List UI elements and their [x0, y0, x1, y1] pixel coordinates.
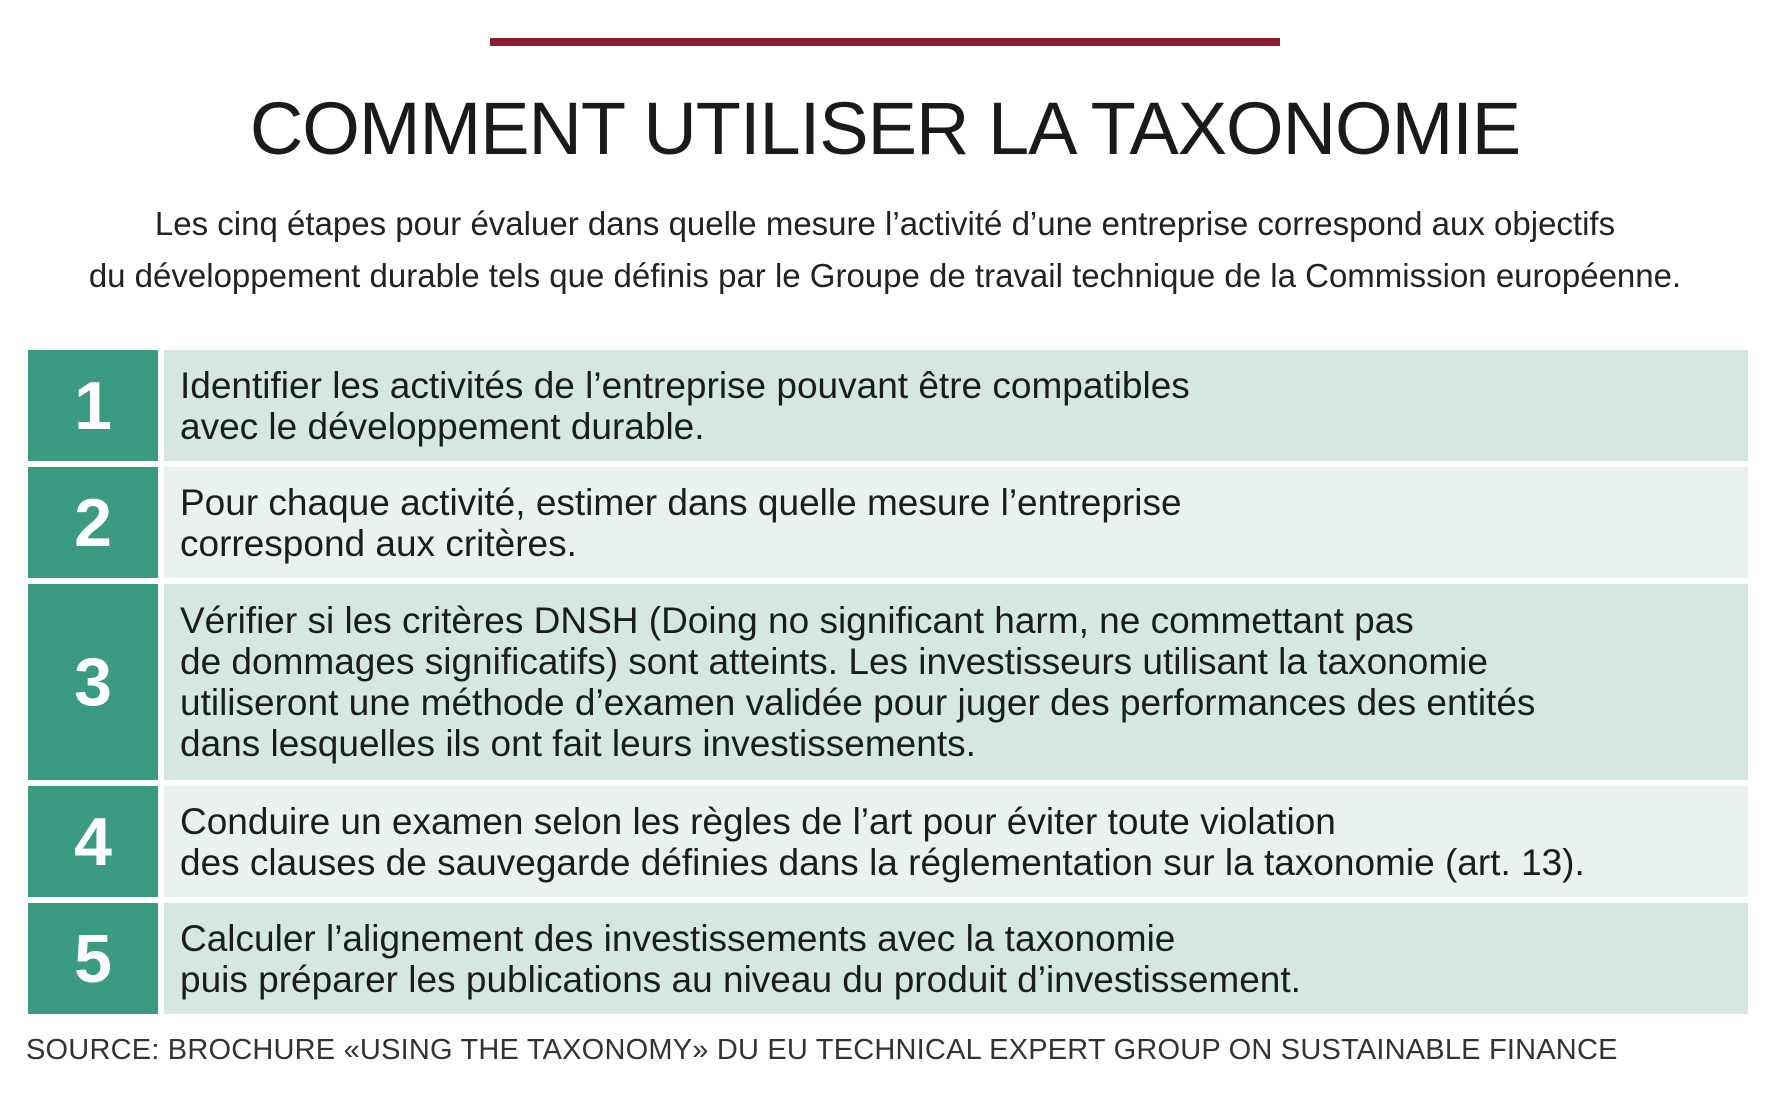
step-row	[28, 786, 1748, 897]
step-description	[164, 467, 1748, 578]
step-number: 4	[28, 786, 158, 897]
step-description	[164, 786, 1748, 897]
page-subtitle	[20, 198, 1750, 302]
step-row	[28, 467, 1748, 578]
step-description	[164, 350, 1748, 461]
subtitle-text: Les cinq étapes pour évaluer dans quelle mesure l’activité d’une entreprise correspond aux objectifs du développement durable tels que définis par le Groupe de travail technique de la Commission européenne.	[88, 205, 1682, 294]
source-credit: SOURCE: BROCHURE «USING THE TAXONOMY» DU EU TECHNICAL EXPERT GROUP ON SUSTAINABLE FINANCE	[26, 1034, 1618, 1066]
step-text: Calculer l’alignement des investissements avec la taxonomie puis préparer les publications au niveau du produit d’investissement.	[180, 917, 1301, 1000]
steps-table	[28, 350, 1748, 1020]
step-text: Identifier les activités de l’entreprise pouvant être compatibles avec le développement durable.	[180, 364, 1190, 447]
page-title: COMMENT UTILISER LA TAXONOMIE	[249, 87, 1521, 170]
step-text: Conduire un examen selon les règles de l’art pour éviter toute violation des clauses de sauvegarde définies dans la réglementation sur la taxonomie (art. 13).	[180, 800, 1585, 883]
step-row	[28, 584, 1748, 780]
step-row	[28, 350, 1748, 461]
step-text: Vérifier si les critères DNSH (Doing no significant harm, ne commettant pas de dommages significatifs) sont atteints. Les investisseurs utilisant la taxonomie utiliseront une méthode d’examen validée pour juger des performances des entités dans lesquelles ils ont fait leurs investissements.	[180, 600, 1536, 764]
step-text: Pour chaque activité, estimer dans quelle mesure l’entreprise correspond aux critères.	[180, 481, 1182, 564]
step-number: 2	[28, 467, 158, 578]
step-description	[164, 584, 1748, 780]
step-number: 5	[28, 903, 158, 1014]
step-row	[28, 903, 1748, 1014]
step-number: 3	[28, 584, 158, 780]
step-description	[164, 903, 1748, 1014]
top-accent-rule	[490, 38, 1280, 46]
step-number: 1	[28, 350, 158, 461]
